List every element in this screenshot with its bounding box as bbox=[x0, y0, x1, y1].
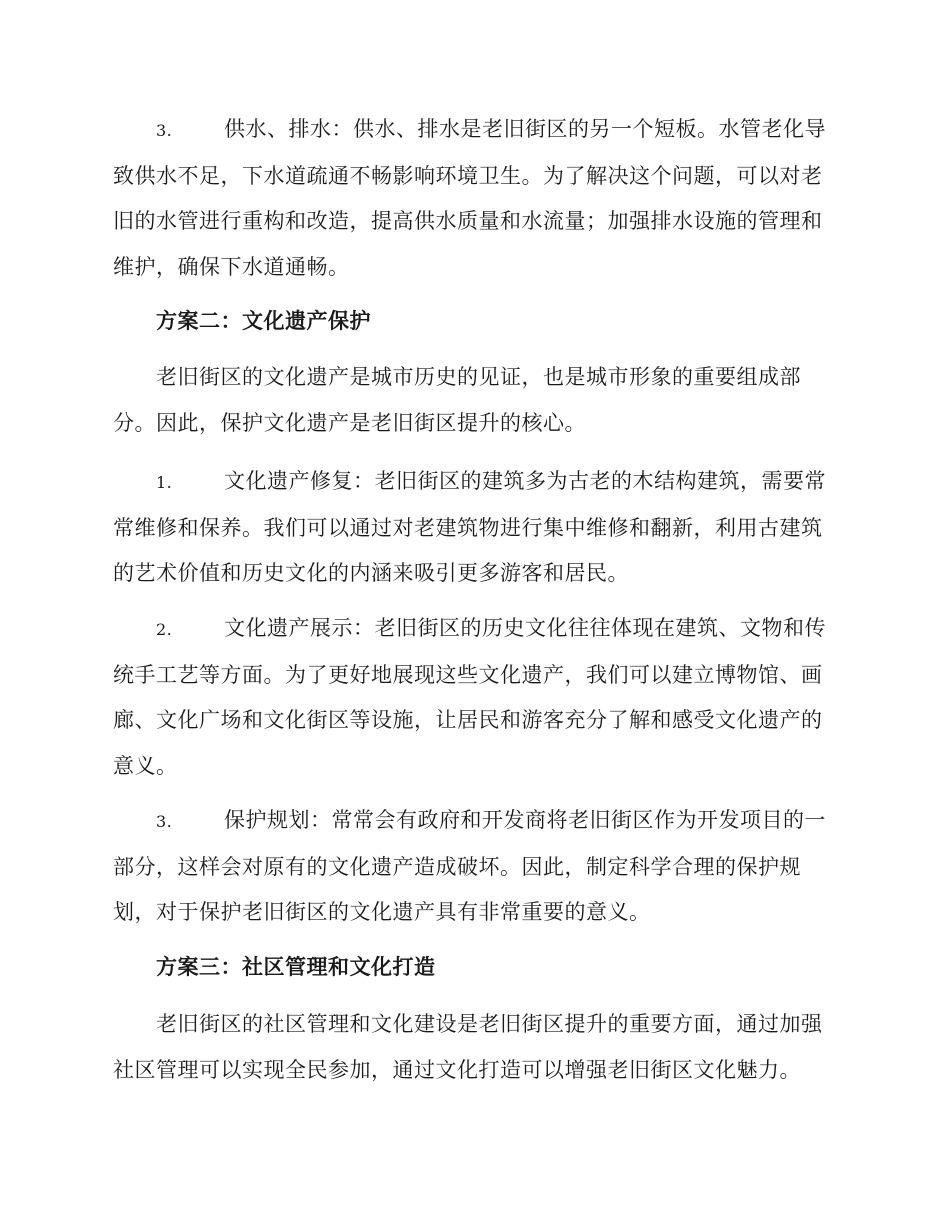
list-number: 3. bbox=[156, 121, 173, 140]
list-number: 2. bbox=[156, 620, 173, 639]
list-item-protection-planning bbox=[113, 798, 835, 936]
list-item-heritage-display bbox=[113, 606, 835, 789]
paragraph-plan-three-intro: 老旧街区的社区管理和文化建设是老旧街区提升的重要方面，通过加强社区管理可以实现全民参加，通过文化打造可以增强老旧街区文化魅力。 bbox=[113, 1012, 823, 1082]
list-item-heritage-restoration bbox=[113, 459, 835, 597]
list-item-water-supply bbox=[113, 107, 835, 290]
list-item-text: 供水、排水：供水、排水是老旧街区的另一个短板。水管老化导致供水不足，下水道疏通不畅影响环境卫生。为了解决这个问题，可以对老旧的水管进行重构和改造，提高供水质量和水流量；加强排水设施的管理和维护，确保下水道通畅。 bbox=[113, 117, 826, 279]
section-heading-plan-two: 方案二：文化遗产保护 bbox=[156, 309, 371, 333]
list-number: 3. bbox=[156, 812, 173, 831]
list-item-text: 保护规划：常常会有政府和开发商将老旧街区作为开发项目的一部分，这样会对原有的文化遗产造成破坏。因此，制定科学合理的保护规划，对于保护老旧街区的文化遗产具有非常重要的意义。 bbox=[113, 808, 826, 924]
list-number: 1. bbox=[156, 473, 173, 492]
list-item-text: 文化遗产修复：老旧街区的建筑多为古老的木结构建筑，需要常常维修和保养。我们可以通过对老建筑物进行集中维修和翻新，利用古建筑的艺术价值和历史文化的内涵来吸引更多游客和居民。 bbox=[113, 469, 826, 585]
list-item-text: 文化遗产展示：老旧街区的历史文化往往体现在建筑、文物和传统手工艺等方面。为了更好地展现这些文化遗产，我们可以建立博物馆、画廊、文化广场和文化街区等设施，让居民和游客充分了解和感受文化遗产的意义。 bbox=[113, 616, 826, 778]
section-heading-plan-three: 方案三：社区管理和文化打造 bbox=[156, 955, 436, 979]
paragraph-plan-two-intro: 老旧街区的文化遗产是城市历史的见证，也是城市形象的重要组成部分。因此，保护文化遗产是老旧街区提升的核心。 bbox=[113, 365, 801, 435]
